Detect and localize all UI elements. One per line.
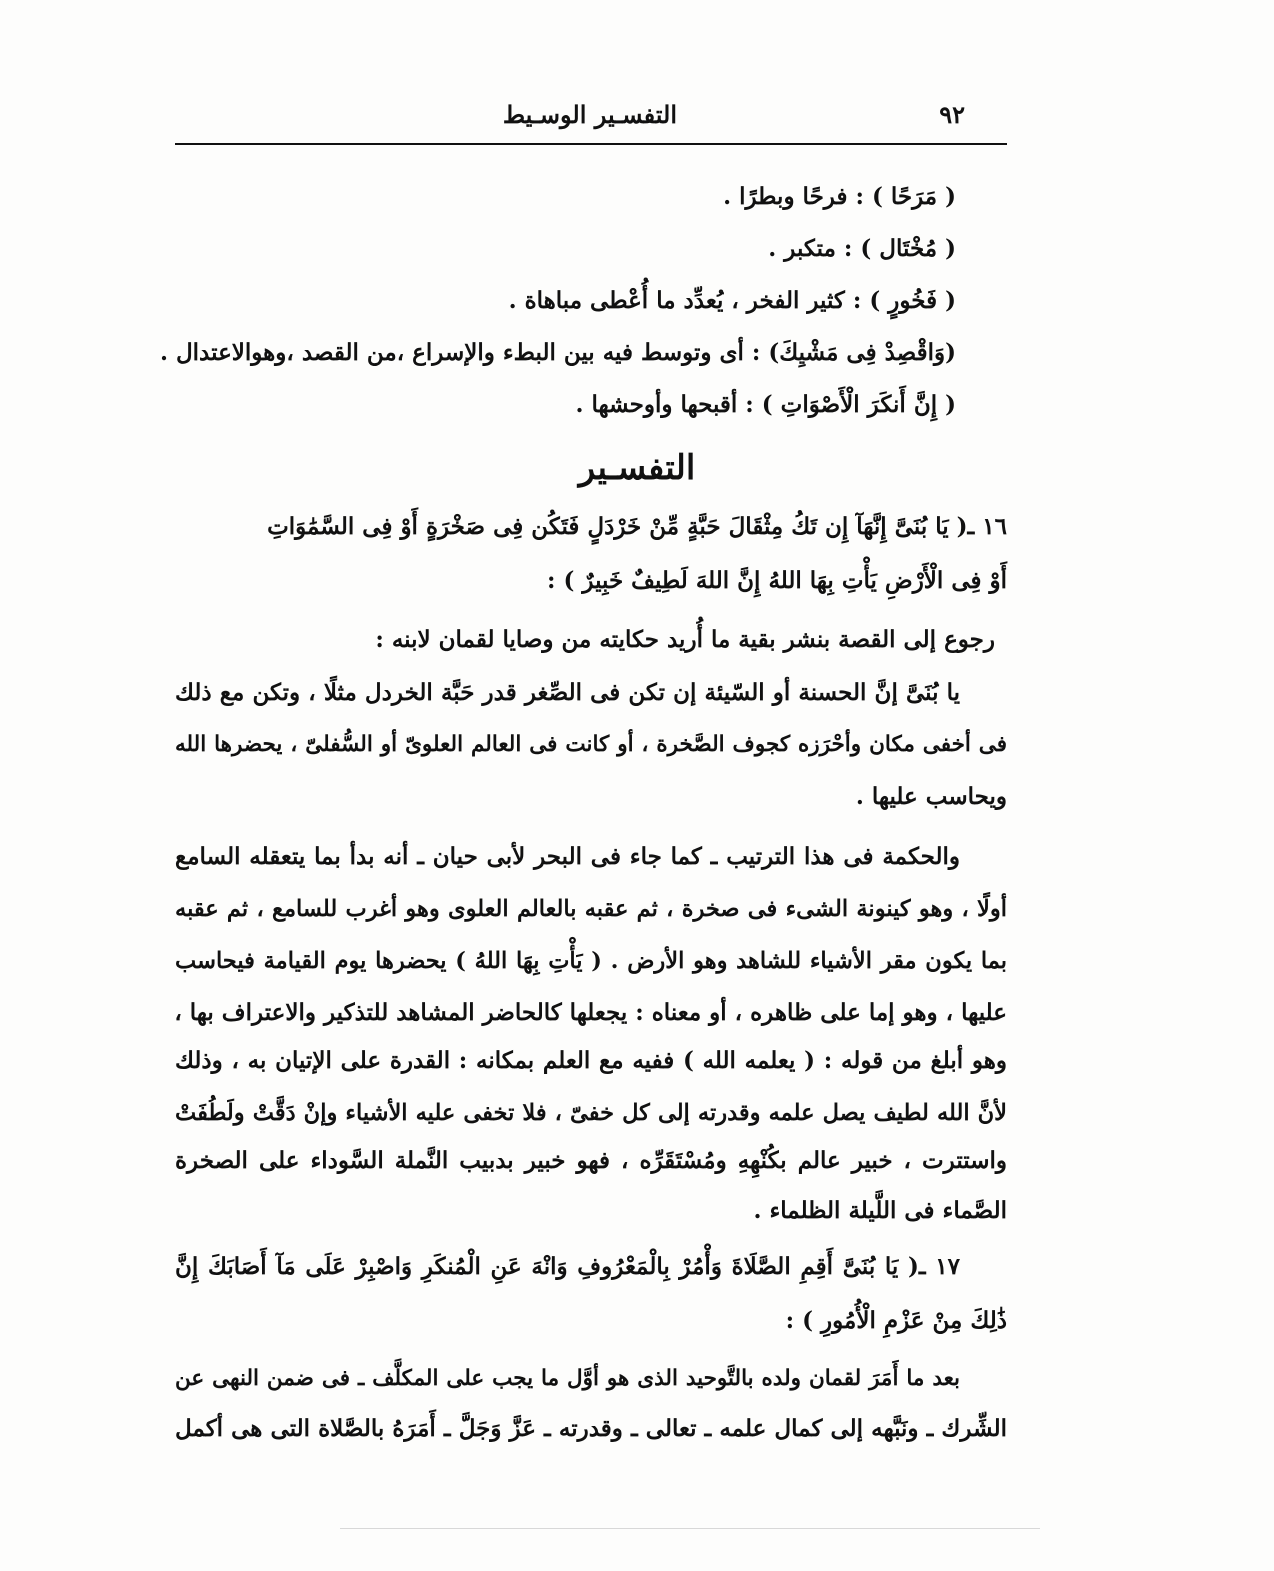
glossary-entry: ( إِنَّ أَنكَرَ الْأَصْوَاتِ ) : أقبحها وأوحشها . [575,391,956,418]
verse-16-line: ١٦ ـ( يَا بُنَىَّ إِنَّهَآ إِن تَكُ مِثْقَالَ حَبَّةٍ مِّنْ خَرْدَلٍ فَتَكُن فِى صَخْرَةٍ أَوْ فِى السَّمَٰوَاتِ [267,513,1007,540]
paragraph-line: يا بُنَىَّ إنَّ الحسنة أو السّيئة إن تكن فى الصِّغر قدر حَبَّة الخردل مثلًا ، وتكن مع ذلك [175,679,960,706]
paragraph-line: أولًا ، وهو كينونة الشىء فى صخرة ، ثم عقبه بالعالم العلوى وهو أغرب للسامع ، ثم عقبه [175,896,1007,922]
paragraph-line: بعد ما أَمَرَ لقمان ولده بالتَّوحيد الذى هو أوَّل ما يجب على المكلَّف ـ فى ضمن النهى عن [175,1366,960,1391]
page-header [175,96,1007,136]
paragraph-line: الشِّرك ـ ونَبَّهه إلى كمال علمه ـ تعالى ـ وقدرته ـ عَزَّ وَجَلَّ ـ أَمَرَهُ بالصَّلاة التى هى أكمل [175,1415,1007,1442]
paragraph-line: عليها ، وهو إما على ظاهره ، أو معناه : يجعلها كالحاضر المشاهد للتذكير والاعتراف بها ، [174,999,1007,1026]
running-title: التفسـير الوسـيط [502,100,677,129]
page-number: ٩٢ [939,100,965,129]
verse-17-line: ذَٰلِكَ مِنْ عَزْمِ الْأُمُورِ ) : [785,1307,1007,1334]
glossary-entry: ( مُخْتَال ) : متكبر . [768,235,956,262]
glossary-entry: ( فَخُورٍ ) : كثير الفخر ، يُعدِّد ما أُعْطى مباهاة . [508,287,956,314]
paragraph-line: والحكمة فى هذا الترتيب ـ كما جاء فى البحر لأبى حيان ـ أنه بدأ بما يتعقله السامع [175,843,960,870]
section-heading: التفسـير [578,448,696,488]
paragraph-line: رجوع إلى القصة بنشر بقية ما أُريد حكايته من وصايا لقمان لابنه : [375,626,995,653]
paragraph-line: ويحاسب عليها . [855,783,1007,810]
paragraph-line: لأنَّ الله لطيف يصل علمه وقدرته إلى كل خفىّ ، فلا تخفى عليه الأشياء وإنْ دَقَّتْ ولَطُفَتْ [175,1100,1007,1126]
paragraph-line: بما يكون مقر الأشياء للشاهد وهو الأرض . ( يَأْتِ بِهَا اللهُ ) يحضرها يوم القيامة فيحاسب [175,948,1007,974]
verse-16-line: أَوْ فِى الْأَرْضِ يَأْتِ بِهَا اللهُ إِنَّ اللهَ لَطِيفٌ خَبِيرٌ ) : [547,567,1007,594]
header-rule [175,143,1007,145]
glossary-entry: (وَاقْصِدْ فِى مَشْيِكَ) : أى وتوسط فيه بين البطء والإسراع ،من القصد ،وهوالاعتدال . [159,339,956,366]
paragraph-line: وهو أبلغ من قوله : ( يعلمه الله ) ففيه مع العلم بمكانه : القدرة على الإتيان به ، وذلك [175,1047,1007,1074]
scan-artifact [340,1528,1040,1529]
paragraph-line: واستترت ، خبير عالم بكُنْهِهِ ومُسْتَقَرِّه ، فهو خبير بدبيب النَّملة السَّوداء على الصخرة [175,1147,1007,1174]
verse-17-line: ١٧ ـ( يَا بُنَىَّ أَقِمِ الصَّلَاةَ وَأْمُرْ بِالْمَعْرُوفِ وَانْهَ عَنِ الْمُنكَرِ وَاصْبِرْ عَلَى مَآ أَصَابَكَ إِنَّ [175,1253,960,1280]
paragraph-line: الصَّماء فى اللَّيلة الظلماء . [753,1197,1007,1224]
glossary-entry: ( مَرَحًا ) : فرحًا وبطرًا . [723,183,956,210]
paragraph-line: فى أخفى مكان وأحْرَزه كجوف الصَّخرة ، أو كانت فى العالم العلوىّ أو السُّفلىّ ، يحضرها الله [175,732,1007,757]
